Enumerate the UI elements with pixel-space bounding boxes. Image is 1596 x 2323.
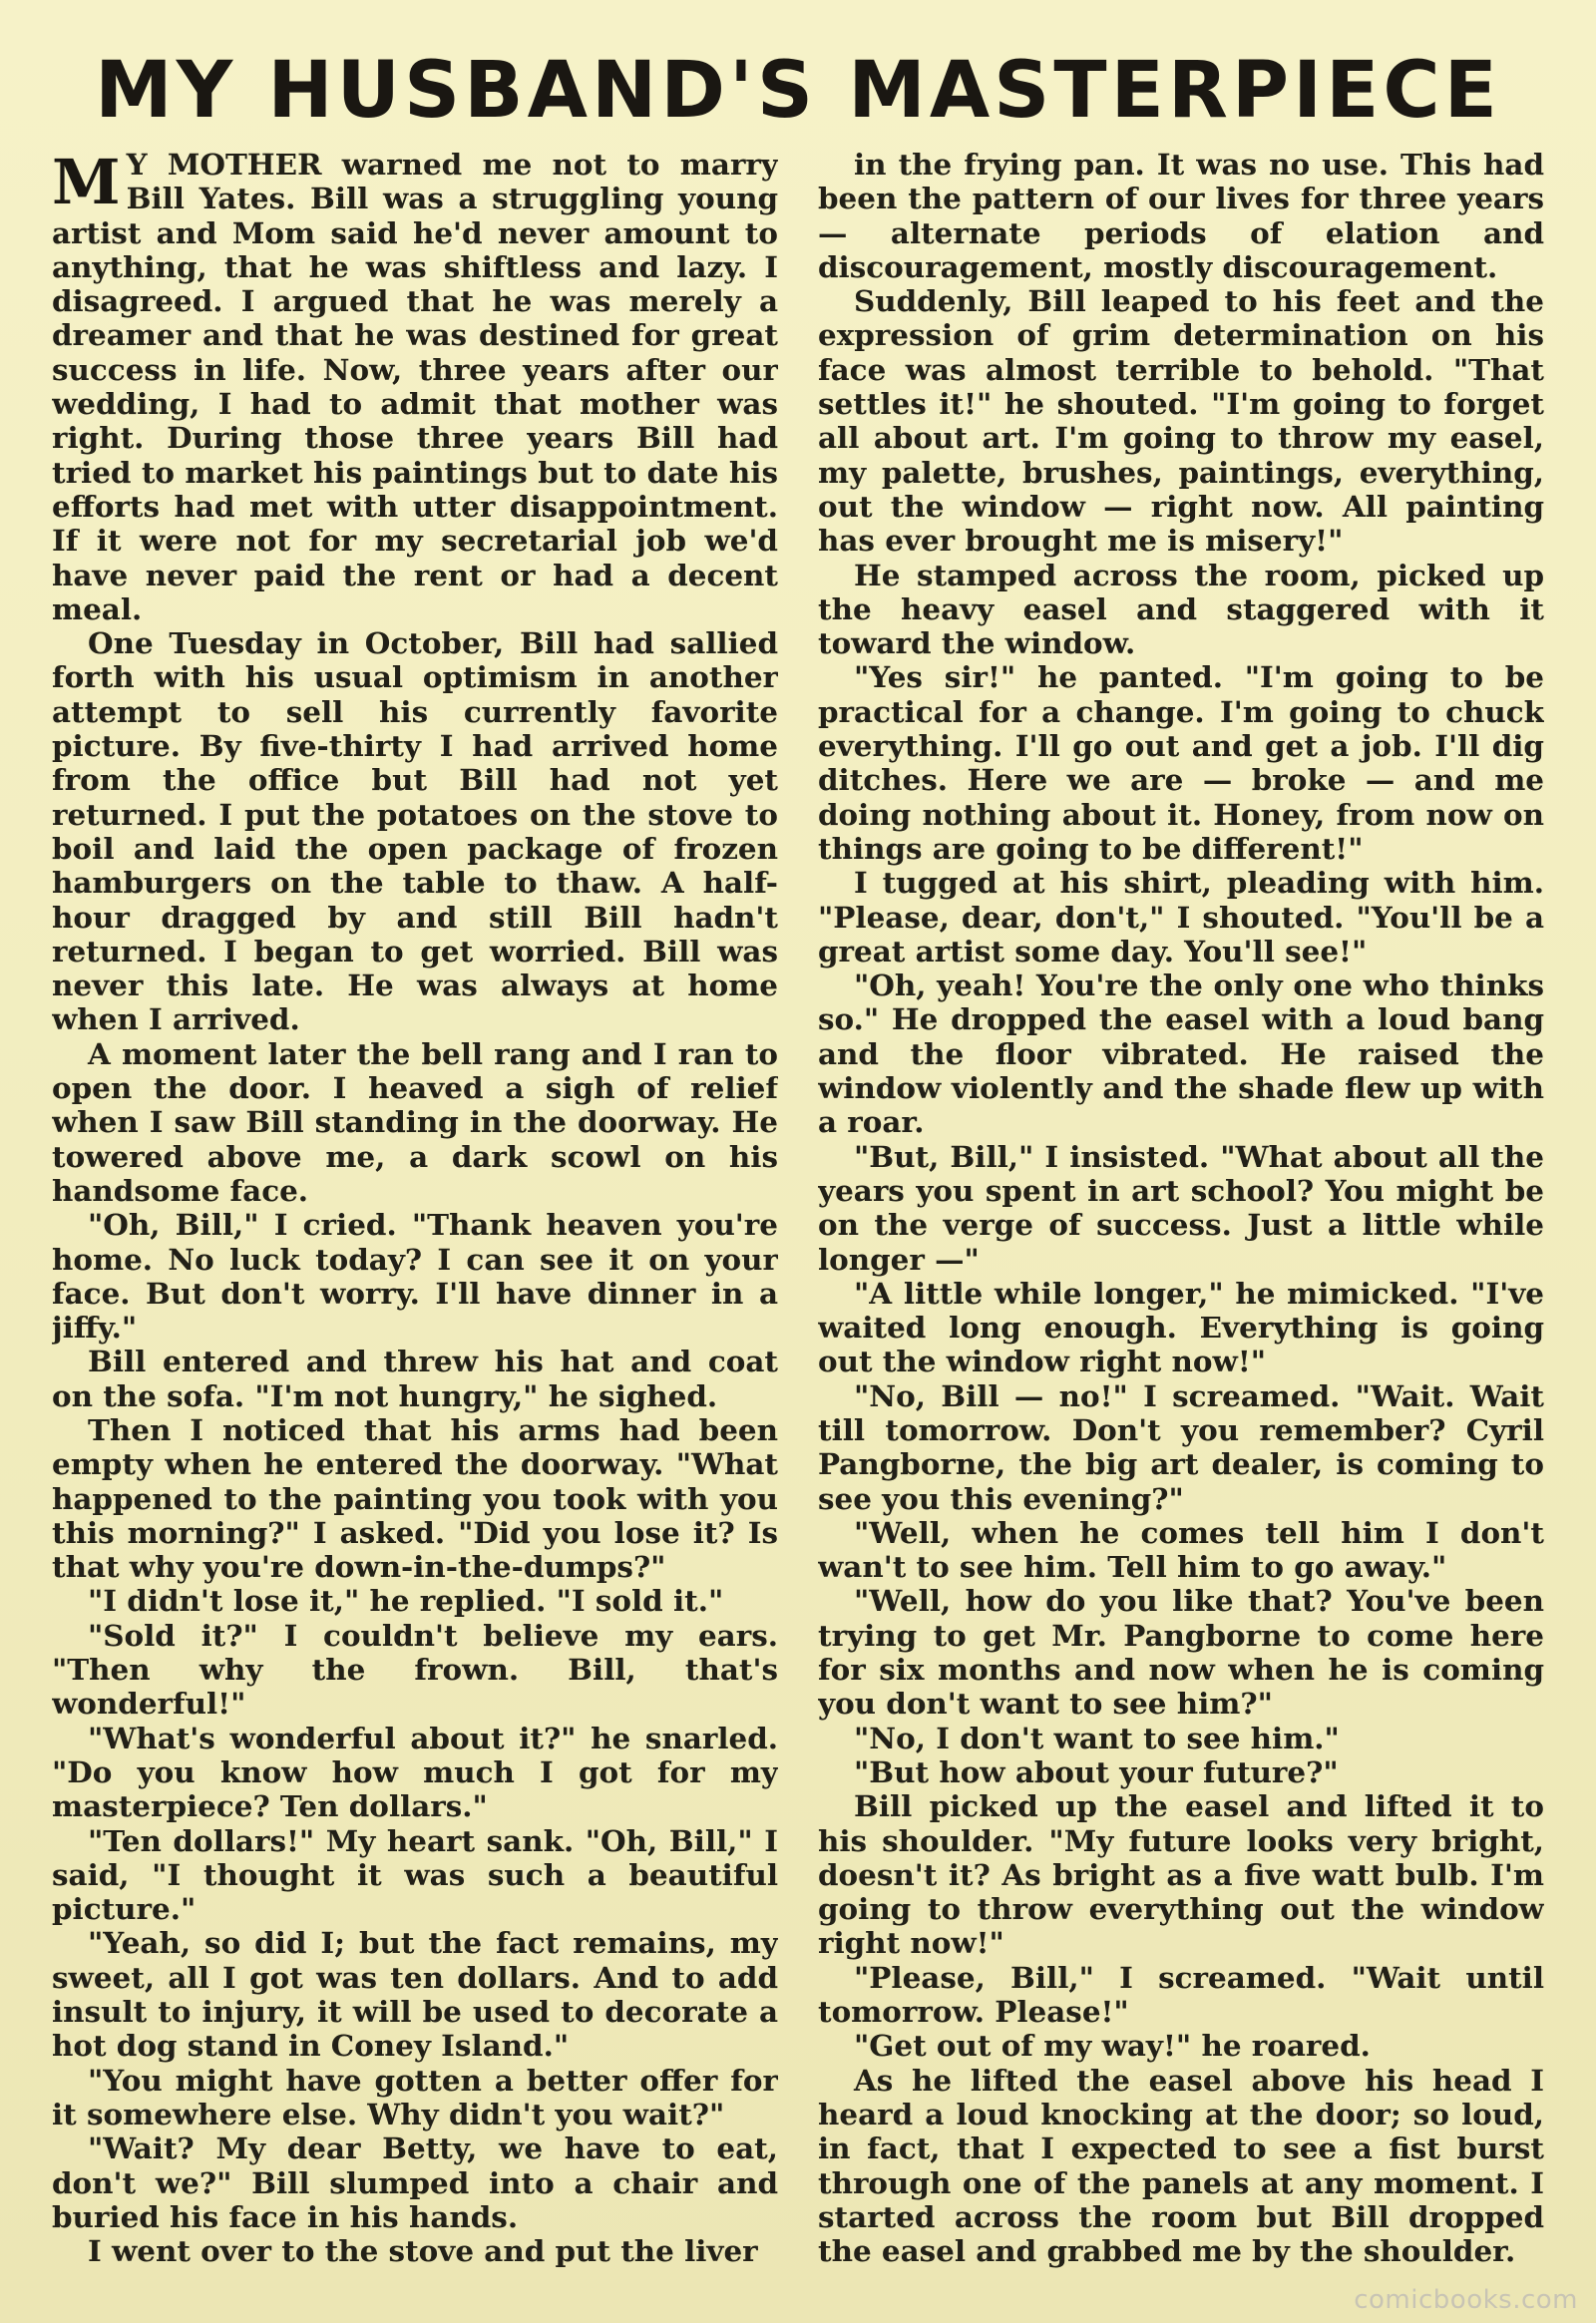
paragraph: "What's wonderful about it?" he snarled. "Do you know how much I got for my masterpiece? Ten dollars."	[52, 1720, 778, 1824]
paragraph: "Well, when he comes tell him I don't wan't to see him. Tell him to go away."	[818, 1514, 1544, 1585]
paragraph: "Wait? My dear Betty, we have to eat, don't we?" Bill slumped into a chair and buried his face in his hands.	[52, 2130, 778, 2234]
paragraph: "You might have gotten a better offer for it somewhere else. Why didn't you wait?"	[52, 2062, 778, 2131]
paragraph: "Sold it?" I couldn't believe my ears. "Then why the frown. Bill, that's wonderful!"	[52, 1617, 778, 1722]
paragraph	[52, 148, 778, 626]
paragraph: "Well, how do you like that? You've been trying to get Mr. Pangborne to come here for six months and now when he is coming you don't want to see him?"	[818, 1583, 1544, 1722]
paragraph: "Yes sir!" he panted. "I'm going to be practical for a change. I'm going to chuck everything. I'll go out and get a job. I'll dig ditches. Here we are — broke — and me doing nothing about it. Honey, from now on things are going to be different!"	[818, 659, 1544, 866]
paragraph: in the frying pan. It was no use. This had been the pattern of our lives for three years — alternate periods of elation and discouragement, mostly discouragement.	[818, 148, 1544, 284]
paragraph: "Please, Bill," I screamed. "Wait until tomorrow. Please!"	[818, 1959, 1544, 2030]
paragraph: "Yeah, so did I; but the fact remains, my sweet, all I got was ten dollars. And to add insult to injury, it will be used to decorate a hot dog stand in Coney Island."	[52, 1925, 778, 2064]
paragraph: Bill picked up the easel and lifted it to his shoulder. "My future looks very bright, doesn't it? As bright as a five watt bulb. I'm going to throw everything out the window right now!"	[818, 1788, 1544, 1961]
paragraph: Bill entered and threw his hat and coat on the sofa. "I'm not hungry," he sighed.	[52, 1344, 778, 1413]
paragraph: "But how about your future?"	[854, 1753, 1339, 1789]
paragraph: One Tuesday in October, Bill had sallied forth with his usual optimism in another attempt to sell his currently favorite picture. By five-thirty I had arrived home from the office but Bill had not yet returned. I put the potatoes on the stove to boil and laid the open package of frozen hamburgers on the table to thaw. A half-hour dragged by and still Bill hadn't returned. I began to get worried. Bill was never this late. He was always at home when I arrived.	[52, 625, 778, 1037]
paragraph: "A little while longer," he mimicked. "I've waited long enough. Everything is going out the window right now!"	[818, 1275, 1544, 1379]
paragraph: "No, Bill — no!" I screamed. "Wait. Wait till tomorrow. Don't you remember? Cyril Pangborne, the big art dealer, is coming to see you this evening?"	[818, 1377, 1544, 1516]
paragraph: "Ten dollars!" My heart sank. "Oh, Bill," I said, "I thought it was such a beautiful picture."	[52, 1822, 778, 1927]
paragraph: As he lifted the easel above his head I heard a loud knocking at the door; so loud, in fact, that I expected to see a fist burst through one of the panels at any moment. I started across the room but Bill dropped the easel and grabbed me by the shoulder.	[818, 2062, 1544, 2269]
paragraph: "No, I don't want to see him."	[854, 1720, 1340, 1755]
paragraph: "But, Bill," I insisted. "What about all the years you spent in art school? You might be on the verge of success. Just a little while longer —"	[818, 1138, 1544, 1277]
right-column	[818, 148, 1544, 2282]
paragraph: He stamped across the room, picked up the heavy easel and staggered with it toward the window.	[818, 557, 1544, 661]
paragraph: Suddenly, Bill leaped to his feet and the expression of grim determination on his face was almost terrible to behold. "That settles it!" he shouted. "I'm going to forget all about art. I'm going to throw my easel, my palette, brushes, paintings, everything, out the window — right now. All painting has ever brought me is misery!"	[818, 283, 1544, 559]
watermark: comicbooks.com	[1354, 2285, 1578, 2315]
story-title: MY HUSBAND'S MASTERPIECE	[95, 46, 1501, 136]
paragraph: "Oh, yeah! You're the only one who thinks so." He dropped the easel with a loud bang and the floor vibrated. He raised the window violently and the shade flew up with a roar.	[818, 968, 1544, 1140]
paragraph: Then I noticed that his arms had been empty when he entered the doorway. "What happened to the painting you took with you this morning?" I asked. "Did you lose it? Is that why you're down-in-the-dumps?"	[52, 1411, 778, 1585]
left-column	[52, 148, 778, 2282]
paragraph: I went over to the stove and put the liver	[88, 2233, 758, 2269]
paragraph: "Get out of my way!" he roared.	[854, 2028, 1371, 2064]
paragraph: "I didn't lose it," he replied. "I sold it."	[88, 1583, 724, 1619]
paragraph: A moment later the bell rang and I ran to open the door. I heaved a sigh of relief when I saw Bill standing in the doorway. He towered above me, a dark scowl on his handsome face.	[52, 1035, 778, 1208]
text-columns	[52, 148, 1544, 2282]
paragraph: "Oh, Bill," I cried. "Thank heaven you're home. No luck today? I can see it on your face. But don't worry. I'll have dinner in a jiffy."	[52, 1207, 778, 1346]
paragraph-text: Y MOTHER warned me not to marry Bill Yates. Bill was a struggling young artist and Mom said he'd never amount to anything, that he was shiftless and lazy. I disagreed. I argued that he was merely a dreamer and that he was destined for great success in life. Now, three years after our wedding, I had to admit that mother was right. During those three years Bill had tried to market his paintings but to date his efforts had met with utter disappointment. If it were not for my secretarial job we'd have never paid the rent or had a decent meal.	[52, 148, 778, 626]
drop-cap: M	[52, 148, 121, 218]
paragraph: I tugged at his shirt, pleading with him. "Please, dear, don't," I shouted. "You'll be a great artist some day. You'll see!"	[818, 865, 1544, 968]
